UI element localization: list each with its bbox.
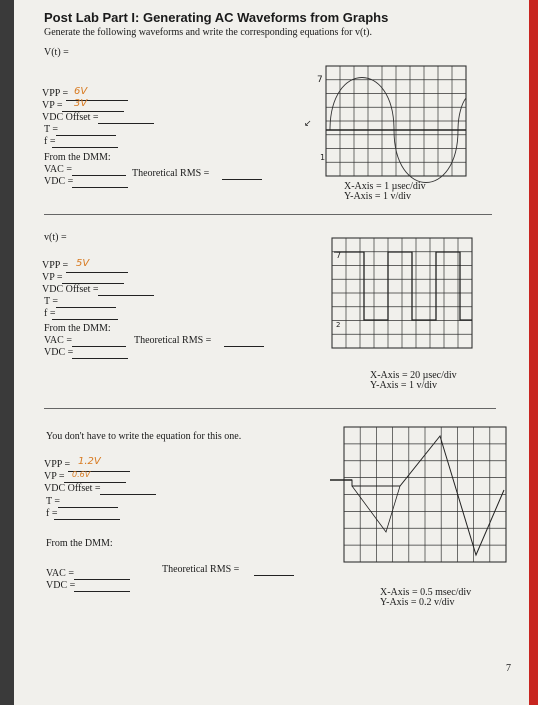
s2-vdc-label: VDC =	[44, 347, 74, 358]
s1-period-label: T =	[44, 124, 59, 135]
s3-vdc-offset-label: VDC Offset =	[44, 483, 101, 494]
svg-text:↙: ↙	[304, 119, 312, 129]
s3-vpp-value: 1.2V	[78, 456, 101, 467]
s1-xaxis-scale: X-Axis = 1 µsec/div	[344, 181, 426, 192]
s1-theoretical-rms-label: Theoretical RMS =	[132, 168, 210, 179]
s1-vdc-label: VDC =	[44, 176, 74, 187]
s1-vpp-label: VPP =	[42, 88, 69, 99]
s1-vp-value: 3V	[74, 98, 88, 109]
s2-vac-label: VAC =	[44, 335, 72, 346]
red-binder-edge	[529, 0, 538, 705]
s2-theoretical-rms-label: Theoretical RMS =	[134, 335, 212, 346]
s2-vp-label: VP =	[42, 272, 63, 283]
s1-vp-label: VP =	[42, 100, 63, 111]
s3-triangle-waveform	[330, 436, 504, 555]
page-number: 7	[506, 663, 511, 674]
page-title: Post Lab Part I: Generating AC Waveforms from Graphs	[44, 10, 389, 25]
s3-vp-value: 0.6V	[72, 470, 91, 479]
s1-yaxis-scale: Y-Axis = 1 v/div	[344, 191, 412, 202]
s3-vp-label: VP =	[44, 471, 65, 482]
s1-vac-label: VAC =	[44, 164, 72, 175]
s2-vdc-offset-label: VDC Offset =	[42, 284, 99, 295]
s3-dmm-heading: From the DMM:	[46, 538, 113, 549]
page-instructions: Generate the following waveforms and write the corresponding equations for v(t).	[44, 27, 372, 38]
s2-yaxis-scale: Y-Axis = 1 v/div	[370, 380, 438, 391]
s1-vpp-value: 6V	[74, 86, 88, 97]
s3-yaxis-scale: Y-Axis = 0.2 v/div	[380, 597, 455, 608]
s3-instruction: You don't have to write the equation for this one.	[46, 431, 242, 442]
s3-period-label: T =	[46, 496, 61, 507]
s1-frequency-label: f =	[44, 136, 56, 147]
s2-xaxis-scale: X-Axis = 20 µsec/div	[370, 370, 457, 381]
s1-dmm-heading: From the DMM:	[44, 152, 111, 163]
s1-vdc-offset-label: VDC Offset =	[42, 112, 99, 123]
s2-dmm-heading: From the DMM:	[44, 323, 111, 334]
s1-equation-label: V(t) =	[44, 47, 69, 58]
lab-worksheet-page	[14, 0, 530, 705]
s3-theoretical-rms-label: Theoretical RMS =	[162, 564, 240, 575]
s3-vpp-label: VPP =	[44, 459, 71, 470]
s3-vdc-label: VDC =	[46, 580, 76, 591]
s2-equation-label: v(t) =	[44, 232, 67, 243]
s3-vac-label: VAC =	[46, 568, 74, 579]
s3-frequency-label: f =	[46, 508, 58, 519]
s2-period-label: T =	[44, 296, 59, 307]
scan-shadow-edge	[0, 0, 14, 705]
svg-text:1: 1	[320, 153, 326, 162]
svg-text:7: 7	[336, 251, 342, 260]
s2-vpp-label: VPP =	[42, 260, 69, 271]
s2-vpp-value: 5V	[76, 258, 90, 269]
svg-text:7: 7	[317, 75, 323, 85]
s3-xaxis-scale: X-Axis = 0.5 msec/div	[380, 587, 472, 598]
s2-frequency-label: f =	[44, 308, 56, 319]
svg-text:2: 2	[336, 321, 341, 329]
